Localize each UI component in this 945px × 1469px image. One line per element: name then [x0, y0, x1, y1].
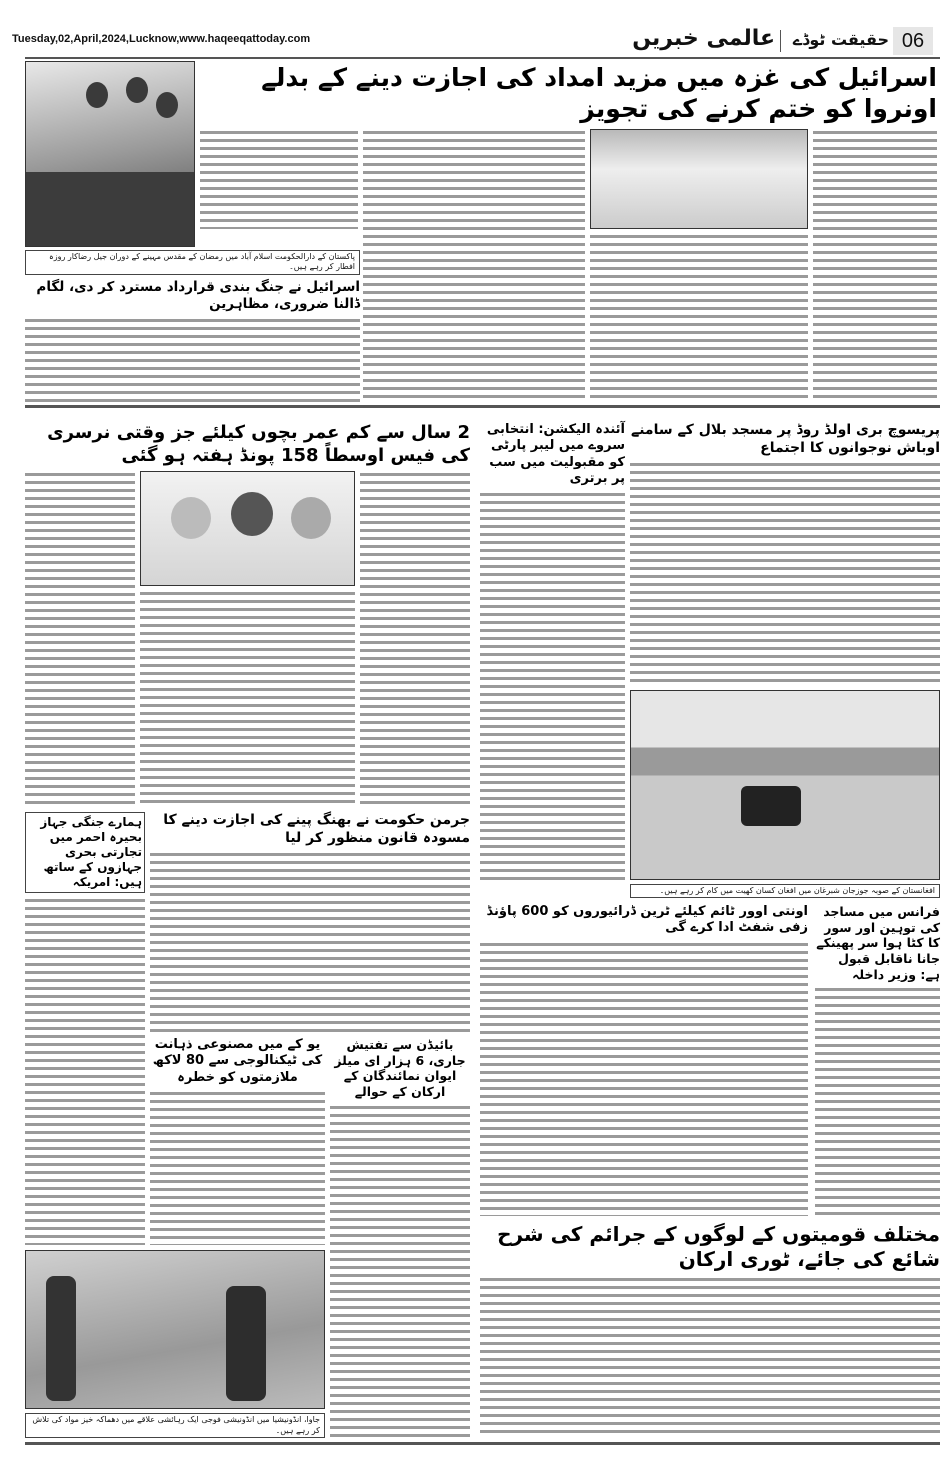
- person-shape: [86, 82, 108, 108]
- divider: [780, 30, 781, 52]
- section-title: عالمی خبریں: [632, 26, 775, 51]
- masthead-logo: حقیقت ٹوڈے: [792, 30, 889, 49]
- soldier-shape: [46, 1276, 76, 1401]
- headline: مختلف قومیتوں کے لوگوں کے جرائم کی شرح شائع کی جائے، ٹوری ارکان: [497, 1222, 940, 1271]
- unrwa-aid-photo: [590, 129, 808, 229]
- soldier-shape: [226, 1286, 266, 1401]
- story-biden-probe: [330, 1037, 470, 1437]
- story-train-drivers: [480, 904, 808, 1216]
- headline: ہمارے جنگی جہاز بحیرہ احمر میں تجارتی بحری جہازوں کے ساتھ ہیں: امریکہ: [25, 812, 145, 893]
- article-body: [480, 1276, 940, 1438]
- headline: بائیڈن سے تفتیش جاری، 6 ہزار ای میلز ایوان نمائندگان کے ارکان کے حوالے: [334, 1037, 466, 1099]
- dateline: Tuesday,02,April,2024,Lucknow,www.haqeeqattoday.com: [12, 33, 311, 45]
- person-shape: [156, 92, 178, 118]
- page-number: 06: [893, 27, 933, 55]
- child-shape: [231, 492, 273, 536]
- article-body: [150, 851, 470, 1032]
- farm-tractor-photo: [630, 690, 940, 880]
- photo-column: [590, 129, 808, 403]
- headline: 2 سال سے کم عمر بچوں کیلئے جز وقتی نرسری کی فیس اوسطاً 158 پونڈ ہفتہ ہو گئی: [47, 422, 470, 466]
- iftar-photo: [25, 61, 195, 247]
- story-columns: [25, 471, 470, 807]
- headline: جرمن حکومت نے بھنگ پینے کی اجازت دینے کا مسودہ قانون منظور کر لیا: [163, 812, 470, 846]
- person-shape: [126, 77, 148, 103]
- headline: اونتی اوور ٹائم کیلئے ٹرین ڈرائیوروں کو 600 پاؤنڈ زفی شفٹ ادا کرے گی: [486, 904, 808, 936]
- photo-column: [140, 471, 355, 807]
- story-germany-cannabis: [150, 812, 470, 1032]
- story-crime-rates: [480, 1222, 940, 1438]
- article-body: [200, 129, 358, 229]
- header-rule: [25, 57, 940, 59]
- article-body: [360, 471, 470, 807]
- headline: آئندہ الیکشن: انتخابی سروے میں لیبر پارٹی کو مقبولیت میں سب پر برتری: [486, 422, 625, 486]
- photo-caption: افغانستان کے صوبہ جوزجان شبرغان میں افغان کسان کھیت میں کام کر رہے ہیں۔: [630, 884, 940, 898]
- story-election-poll: [480, 422, 625, 882]
- toddlers-photo: [140, 471, 355, 586]
- headline: فرانس میں مساجد کی توہین اور سور کا کٹا ہوا سر پھینکے جانا ناقابل قبول ہے: وزیر داخلہ: [816, 904, 940, 982]
- article-body: [590, 233, 808, 403]
- farm-photo-block: [630, 690, 940, 898]
- photo-caption: جاوا، انڈونیشیا میں انڈونیشی فوجی ایک رہائشی علاقے میں دھماکہ خیز مواد کی تلاش کر رہے ہیں۔: [25, 1413, 325, 1438]
- story-nursery-fees: [25, 422, 470, 807]
- footer-rule: [25, 1442, 940, 1445]
- headline: اسرائیل نے جنگ بندی قرارداد مسترد کر دی، لگام ڈالنا ضروری، مظاہرین: [36, 278, 360, 312]
- article-body: [25, 471, 135, 807]
- article-body: [25, 317, 360, 402]
- child-shape: [291, 497, 331, 539]
- child-shape: [171, 497, 211, 539]
- headline: اسرائیل کی غزہ میں مزید امداد کی اجازت دینے کے بدلے اونروا کو ختم کرنے کی تجویز: [261, 63, 937, 124]
- story-uk-ai-jobs: [150, 1037, 325, 1245]
- article-body: [363, 129, 585, 403]
- story-red-sea: [25, 812, 145, 1245]
- article-body: [630, 461, 940, 684]
- article-body: [480, 941, 808, 1217]
- article-body: [813, 129, 937, 403]
- headline: پریسوچ بری اولڈ روڈ پر مسجد بلال کے سامنے اوباش نوجوانوں کا اجتماع: [630, 422, 940, 456]
- article-body: [815, 986, 940, 1216]
- headline: یو کے میں مصنوعی ذہانت کی ٹیکنالوجی سے 80 لاکھ ملازمتوں کو خطرہ: [152, 1037, 323, 1085]
- tractor-shape: [741, 786, 801, 826]
- soldiers-photo: [25, 1250, 325, 1409]
- story-mosque-gathering: [630, 422, 940, 684]
- article-body: [25, 897, 145, 1245]
- article-body: [140, 590, 355, 807]
- article-body: [150, 1090, 325, 1245]
- table-shape: [26, 172, 195, 247]
- photo-caption: پاکستان کے دارالحکومت اسلام آباد میں رمضان کے مقدس مہینے کے دوران جیل رضاکار روزہ افطار کر رہے ہیں۔: [25, 250, 360, 275]
- story-france-mosques: [815, 904, 940, 1216]
- story-ceasefire: [25, 250, 360, 402]
- section-rule: [25, 405, 940, 408]
- article-body: [330, 1104, 470, 1438]
- soldiers-photo-block: [25, 1250, 325, 1438]
- article-body: [480, 491, 625, 882]
